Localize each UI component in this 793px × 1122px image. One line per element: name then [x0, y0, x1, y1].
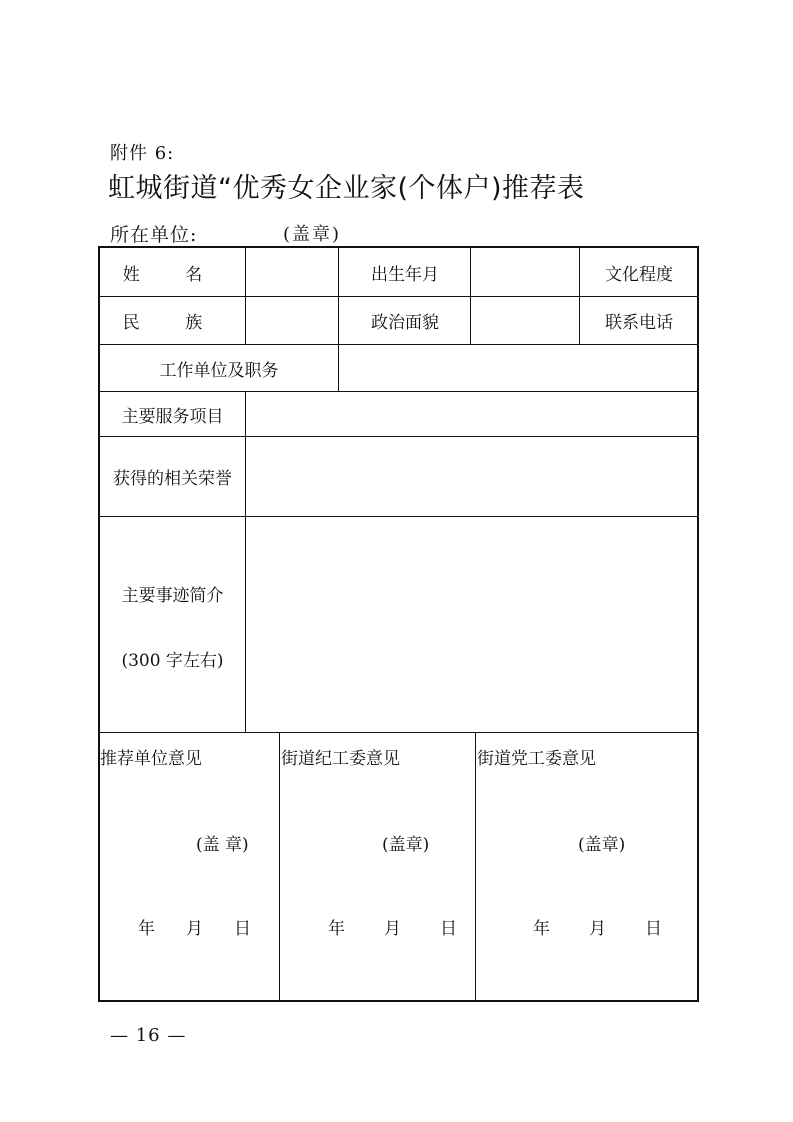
page-number: — 16 —	[110, 1025, 187, 1046]
education-label: 文化程度	[605, 264, 673, 285]
recommending-unit-opinion-title: 推荐单位意见	[100, 749, 202, 769]
political-status-field[interactable]	[472, 297, 579, 344]
birth-date-label: 出生年月	[371, 264, 439, 285]
column-divider	[279, 732, 280, 1000]
unit-seal-note: (盖章)	[283, 224, 342, 245]
name-label: 姓 名	[122, 264, 223, 285]
discipline-committee-month: 月	[384, 919, 401, 939]
deeds-field[interactable]	[247, 517, 697, 732]
phone-label: 联系电话	[605, 313, 673, 333]
birth-date-field[interactable]	[472, 248, 579, 296]
column-divider	[245, 248, 246, 344]
column-divider	[470, 248, 471, 344]
discipline-committee-year: 年	[328, 919, 345, 939]
honors-label: 获得的相关荣誉	[113, 469, 232, 489]
row-divider	[100, 732, 697, 733]
honors-field[interactable]	[247, 437, 697, 516]
unit-label: 所在单位:	[110, 224, 198, 246]
ethnicity-field[interactable]	[247, 297, 338, 344]
service-items-label: 主要服务项目	[121, 406, 224, 427]
discipline-committee-day: 日	[440, 919, 457, 939]
service-items-field[interactable]	[247, 392, 697, 436]
discipline-committee-seal: (盖章)	[382, 835, 430, 855]
discipline-committee-opinion-title: 街道纪工委意见	[281, 749, 400, 769]
work-unit-label: 工作单位及职务	[159, 360, 279, 381]
deeds-word-limit: (300 字左右)	[121, 650, 224, 671]
column-divider	[338, 344, 339, 391]
column-divider	[338, 248, 339, 344]
name-field[interactable]	[247, 248, 338, 296]
party-committee-opinion-title: 街道党工委意见	[477, 749, 596, 769]
party-committee-year: 年	[533, 919, 550, 939]
column-divider	[245, 391, 246, 732]
party-committee-day: 日	[645, 919, 662, 939]
recommending-unit-year: 年	[138, 919, 155, 939]
recommending-unit-day: 日	[234, 919, 251, 939]
column-divider	[475, 732, 476, 1000]
attachment-label: 附件 6:	[110, 143, 175, 164]
recommending-unit-seal: (盖 章)	[196, 835, 249, 855]
deeds-label: 主要事迹简介	[121, 585, 224, 606]
recommendation-form	[98, 246, 699, 1002]
party-committee-seal: (盖章)	[578, 835, 626, 855]
column-divider	[579, 248, 580, 344]
ethnicity-label: 民 族	[122, 313, 223, 333]
form-title: 虹城街道“优秀女企业家(个体户)推荐表	[108, 173, 585, 204]
work-unit-field[interactable]	[340, 345, 697, 391]
party-committee-month: 月	[589, 919, 606, 939]
political-status-label: 政治面貌	[371, 313, 439, 333]
recommending-unit-month: 月	[186, 919, 203, 939]
